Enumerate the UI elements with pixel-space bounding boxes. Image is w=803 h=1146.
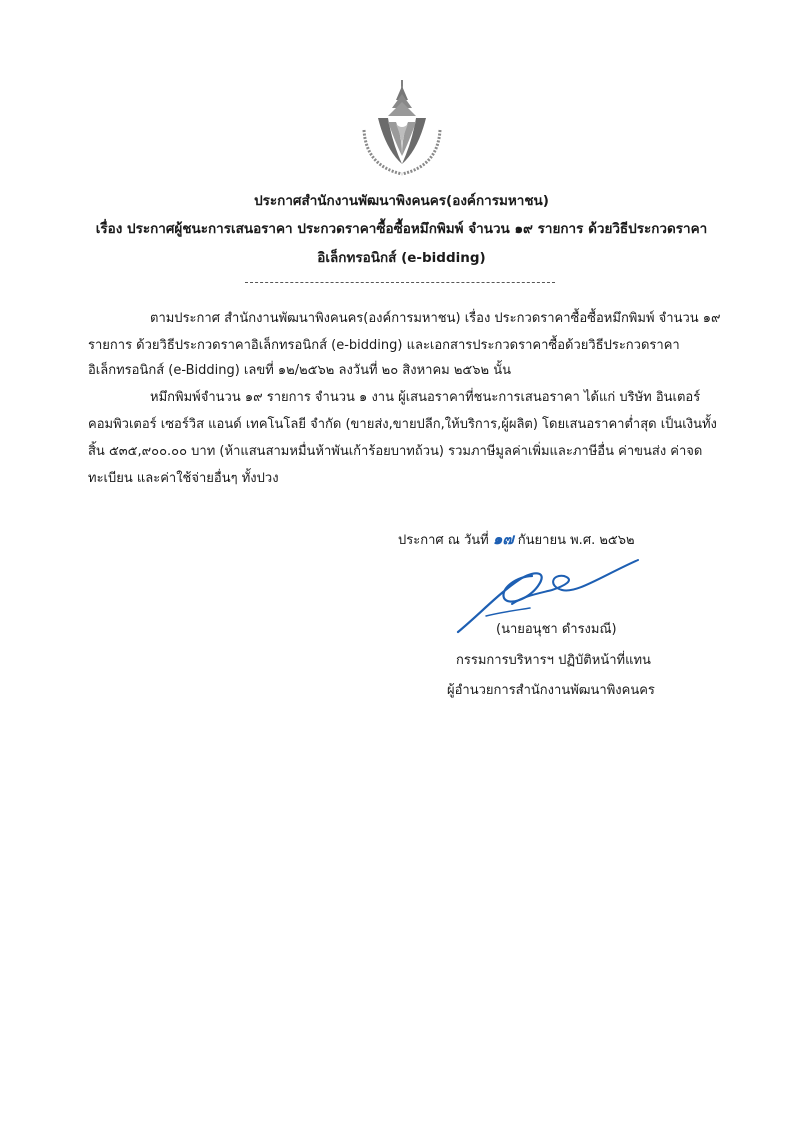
body-paragraph-2-line-2: คอมพิวเตอร์ เซอร์วิส แอนด์ เทคโนโลยี จำกัด (ขายส่ง,ขายปลีก,ให้บริการ,ผู้ผลิต) โดยเสนอราคาต่ำสุด เป็นเงินทั้ง (88, 417, 717, 432)
body-paragraph-1-line-2: รายการ ด้วยวิธีประกวดราคาอิเล็กทรอนิกส์ (e-bidding) และเอกสารประกวดราคาซื้อด้วยวิธีประกวดราคา (88, 338, 680, 353)
date-prefix: ประกาศ ณ วันที่ (398, 533, 493, 548)
signatory-position: กรรมการบริหารฯ ปฏิบัติหน้าที่แทน (456, 653, 651, 668)
dashed-separator (245, 282, 555, 283)
announcement-subject-cont: อิเล็กทรอนิกส์ (e-bidding) (317, 250, 486, 266)
agency-logo (352, 78, 452, 178)
signatory-name: (นายอนุชา ดำรงมณี) (496, 622, 617, 637)
body-paragraph-1-line-1: ตามประกาศ สำนักงานพัฒนาพิงคนคร(องค์การมหาชน) เรื่อง ประกวดราคาซื้อซื้อหมึกพิมพ์ จำนวน ๑๙ (150, 311, 721, 326)
body-paragraph-2-line-3: สิ้น ๕๓๕,๙๐๐.๐๐ บาท (ห้าแสนสามหมื่นห้าพันเก้าร้อยบาทถ้วน) รวมภาษีมูลค่าเพิ่มและภาษีอื่น ค่าขนส่ง ค่าจด (88, 444, 703, 459)
body-paragraph-2-line-1: หมึกพิมพ์จำนวน ๑๙ รายการ จำนวน ๑ งาน ผู้เสนอราคาที่ชนะการเสนอราคา ได้แก่ บริษัท อินเตอร์ (150, 390, 701, 405)
signatory-position-cont: ผู้อำนวยการสำนักงานพัฒนาพิงคนคร (447, 683, 655, 698)
announcement-title: ประกาศสำนักงานพัฒนาพิงคนคร(องค์การมหาชน) (254, 193, 549, 209)
date-suffix: กันยายน พ.ศ. ๒๕๖๒ (513, 533, 635, 548)
announcement-subject: เรื่อง ประกาศผู้ชนะการเสนอราคา ประกวดราคาซื้อซื้อหมึกพิมพ์ จำนวน ๑๙ รายการ ด้วยวิธีประกวดราคา (95, 221, 708, 237)
body-paragraph-2-line-4: ทะเบียน และค่าใช้จ่ายอื่นๆ ทั้งปวง (88, 471, 279, 486)
body-paragraph-1-line-3: อิเล็กทรอนิกส์ (e-Bidding) เลขที่ ๑๒/๒๕๖๒ ลงวันที่ ๒๐ สิงหาคม ๒๕๖๒ นั้น (88, 363, 511, 378)
handwritten-day: ๑๗ (492, 530, 514, 548)
logo-emblem-icon (352, 78, 452, 178)
announcement-date (398, 529, 635, 551)
